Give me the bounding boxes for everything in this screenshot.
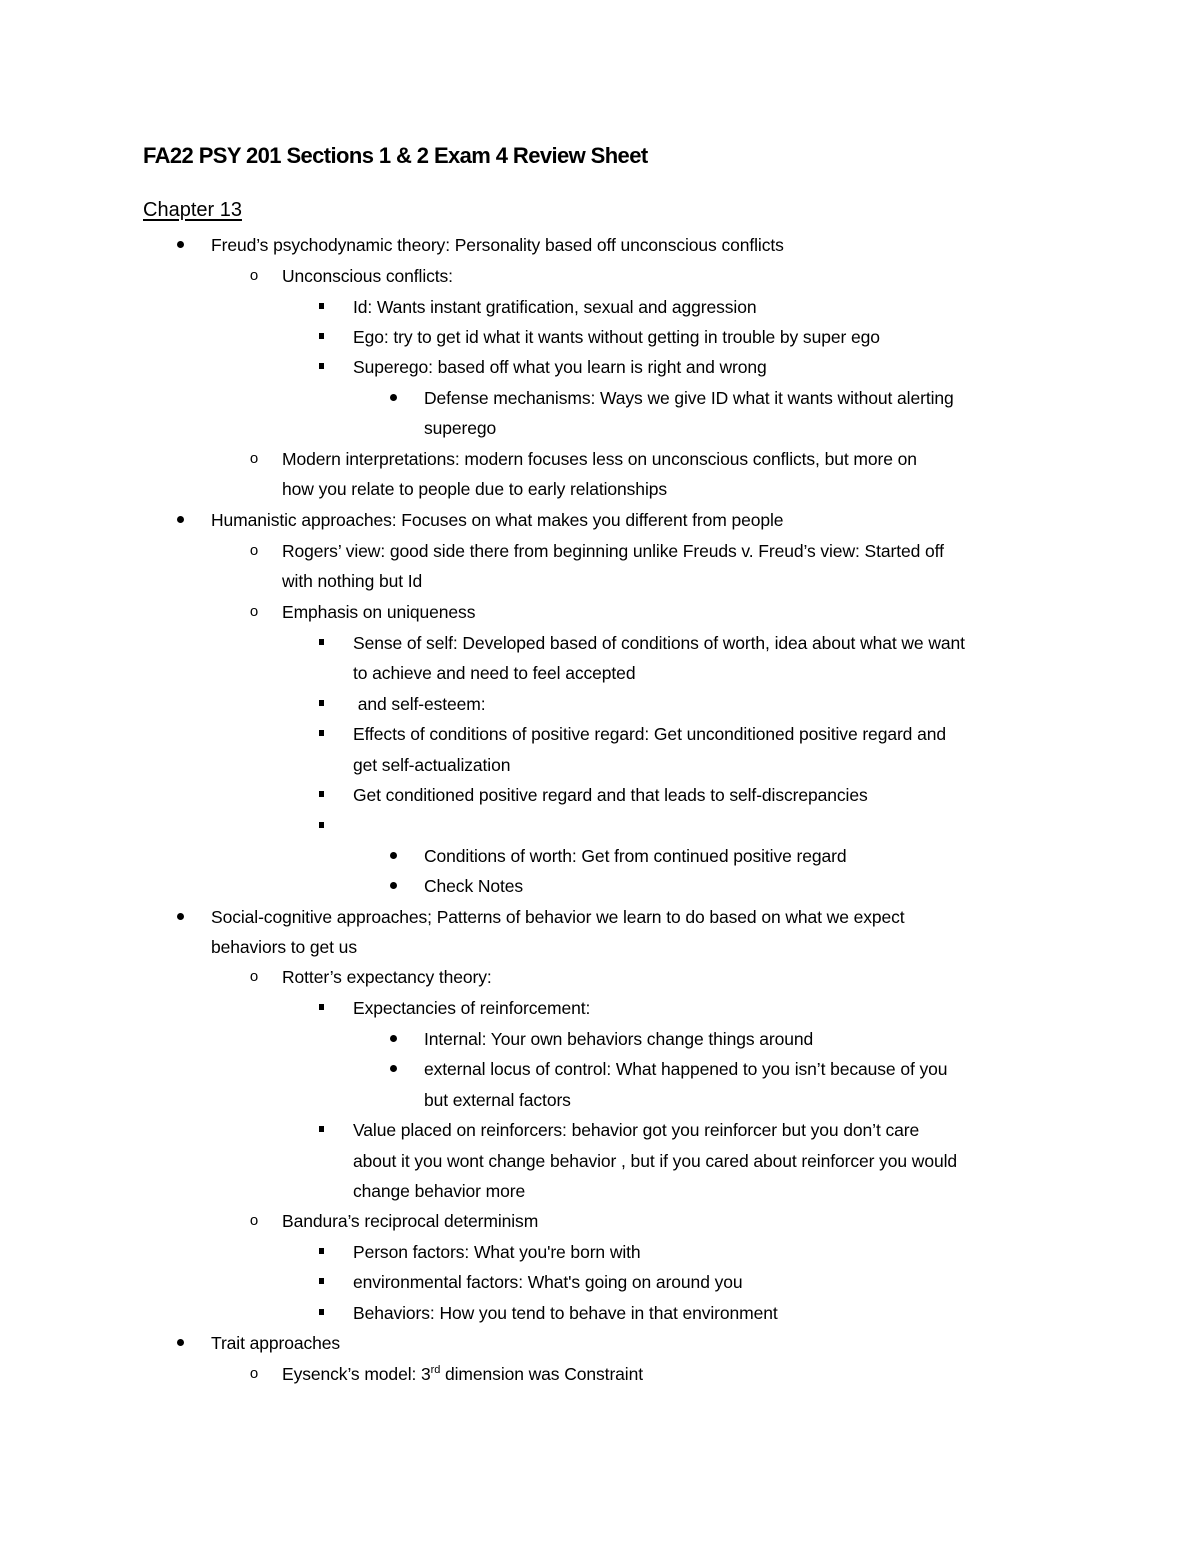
list-item: Trait approaches xyxy=(211,1333,341,1353)
list-item: Unconscious conflicts: xyxy=(282,266,453,286)
list-item-text: dimension was Constraint xyxy=(440,1364,643,1384)
bullet-square-icon xyxy=(313,292,329,323)
list-item: Rogers’ view: good side there from beginning unlike Freuds v. Freud’s view: Started off xyxy=(282,541,944,561)
bullet-dot-icon xyxy=(172,1328,188,1359)
chapter-heading: Chapter 13 xyxy=(143,199,242,221)
bullet-dot-icon xyxy=(385,841,401,872)
list-item: Get conditioned positive regard and that leads to self-discrepancies xyxy=(353,785,868,805)
list-item: Check Notes xyxy=(424,876,524,896)
bullet-square-icon xyxy=(313,1267,329,1298)
list-item-text: Eysenck’s model: 3 xyxy=(282,1364,431,1384)
bullet-circle-icon: o xyxy=(249,542,259,559)
list-item: Conditions of worth: Get from continued positive regard xyxy=(424,846,847,866)
bullet-square-icon xyxy=(313,322,329,353)
bullet-square-icon xyxy=(313,1237,329,1268)
list-item-continuation: change behavior more xyxy=(353,1181,526,1201)
bullet-circle-icon: o xyxy=(249,968,259,985)
bullet-dot-icon xyxy=(172,505,188,536)
list-item: Internal: Your own behaviors change things around xyxy=(424,1029,814,1049)
bullet-dot-icon xyxy=(385,1054,401,1085)
bullet-square-icon xyxy=(313,352,329,383)
list-item: Value placed on reinforcers: behavior got you reinforcer but you don’t care xyxy=(353,1120,920,1140)
list-item: Freud’s psychodynamic theory: Personality based off unconscious conflicts xyxy=(211,235,784,255)
list-item: Superego: based off what you learn is right and wrong xyxy=(353,357,767,377)
list-item: and self-esteem: xyxy=(353,694,486,714)
document-title: FA22 PSY 201 Sections 1 & 2 Exam 4 Review Sheet xyxy=(143,143,648,168)
bullet-dot-icon xyxy=(385,1024,401,1055)
list-item-continuation: superego xyxy=(424,418,497,438)
bullet-circle-icon: o xyxy=(249,1212,259,1229)
list-item-continuation: behaviors to get us xyxy=(211,937,357,957)
list-item: Person factors: What you're born with xyxy=(353,1242,641,1262)
bullet-square-icon xyxy=(313,1298,329,1329)
bullet-square-icon xyxy=(313,689,329,720)
bullet-dot-icon xyxy=(385,871,401,902)
list-item xyxy=(282,1359,643,1390)
bullet-circle-icon: o xyxy=(249,1365,259,1382)
list-item: Bandura’s reciprocal determinism xyxy=(282,1211,539,1231)
list-item: Ego: try to get id what it wants without getting in trouble by super ego xyxy=(353,327,880,347)
list-item: Behaviors: How you tend to behave in that environment xyxy=(353,1303,778,1323)
bullet-circle-icon: o xyxy=(249,603,259,620)
list-item: Humanistic approaches: Focuses on what makes you different from people xyxy=(211,510,784,530)
bullet-square-icon xyxy=(313,1115,329,1146)
bullet-square-icon xyxy=(313,628,329,659)
bullet-square-icon xyxy=(313,719,329,750)
list-item: Id: Wants instant gratification, sexual and aggression xyxy=(353,297,757,317)
list-item: Rotter’s expectancy theory: xyxy=(282,967,492,987)
list-item: external locus of control: What happened to you isn’t because of you xyxy=(424,1059,948,1079)
list-item: Emphasis on uniqueness xyxy=(282,602,476,622)
bullet-circle-icon: o xyxy=(249,450,259,467)
list-item: Expectancies of reinforcement: xyxy=(353,998,591,1018)
list-item: environmental factors: What's going on around you xyxy=(353,1272,743,1292)
list-item-continuation: with nothing but Id xyxy=(282,571,423,591)
list-item: Social-cognitive approaches; Patterns of behavior we learn to do based on what we expect xyxy=(211,907,905,927)
bullet-dot-icon xyxy=(385,383,401,414)
bullet-square-icon xyxy=(313,811,329,842)
list-item-continuation: get self-actualization xyxy=(353,755,511,775)
superscript-ordinal: rd xyxy=(430,1364,441,1377)
list-item: Sense of self: Developed based of conditions of worth, idea about what we want xyxy=(353,633,965,653)
list-item: Defense mechanisms: Ways we give ID what it wants without alerting xyxy=(424,388,954,408)
bullet-dot-icon xyxy=(172,230,188,261)
list-item-continuation: about it you wont change behavior , but if you cared about reinforcer you would xyxy=(353,1151,958,1171)
list-item-continuation: how you relate to people due to early relationships xyxy=(282,479,668,499)
bullet-circle-icon: o xyxy=(249,267,259,284)
list-item: Modern interpretations: modern focuses less on unconscious conflicts, but more on xyxy=(282,449,917,469)
bullet-square-icon xyxy=(313,993,329,1024)
list-item-continuation: but external factors xyxy=(424,1090,571,1110)
bullet-square-icon xyxy=(313,780,329,811)
list-item: Effects of conditions of positive regard: Get unconditioned positive regard and xyxy=(353,724,946,744)
list-item-continuation: to achieve and need to feel accepted xyxy=(353,663,636,683)
bullet-dot-icon xyxy=(172,902,188,933)
